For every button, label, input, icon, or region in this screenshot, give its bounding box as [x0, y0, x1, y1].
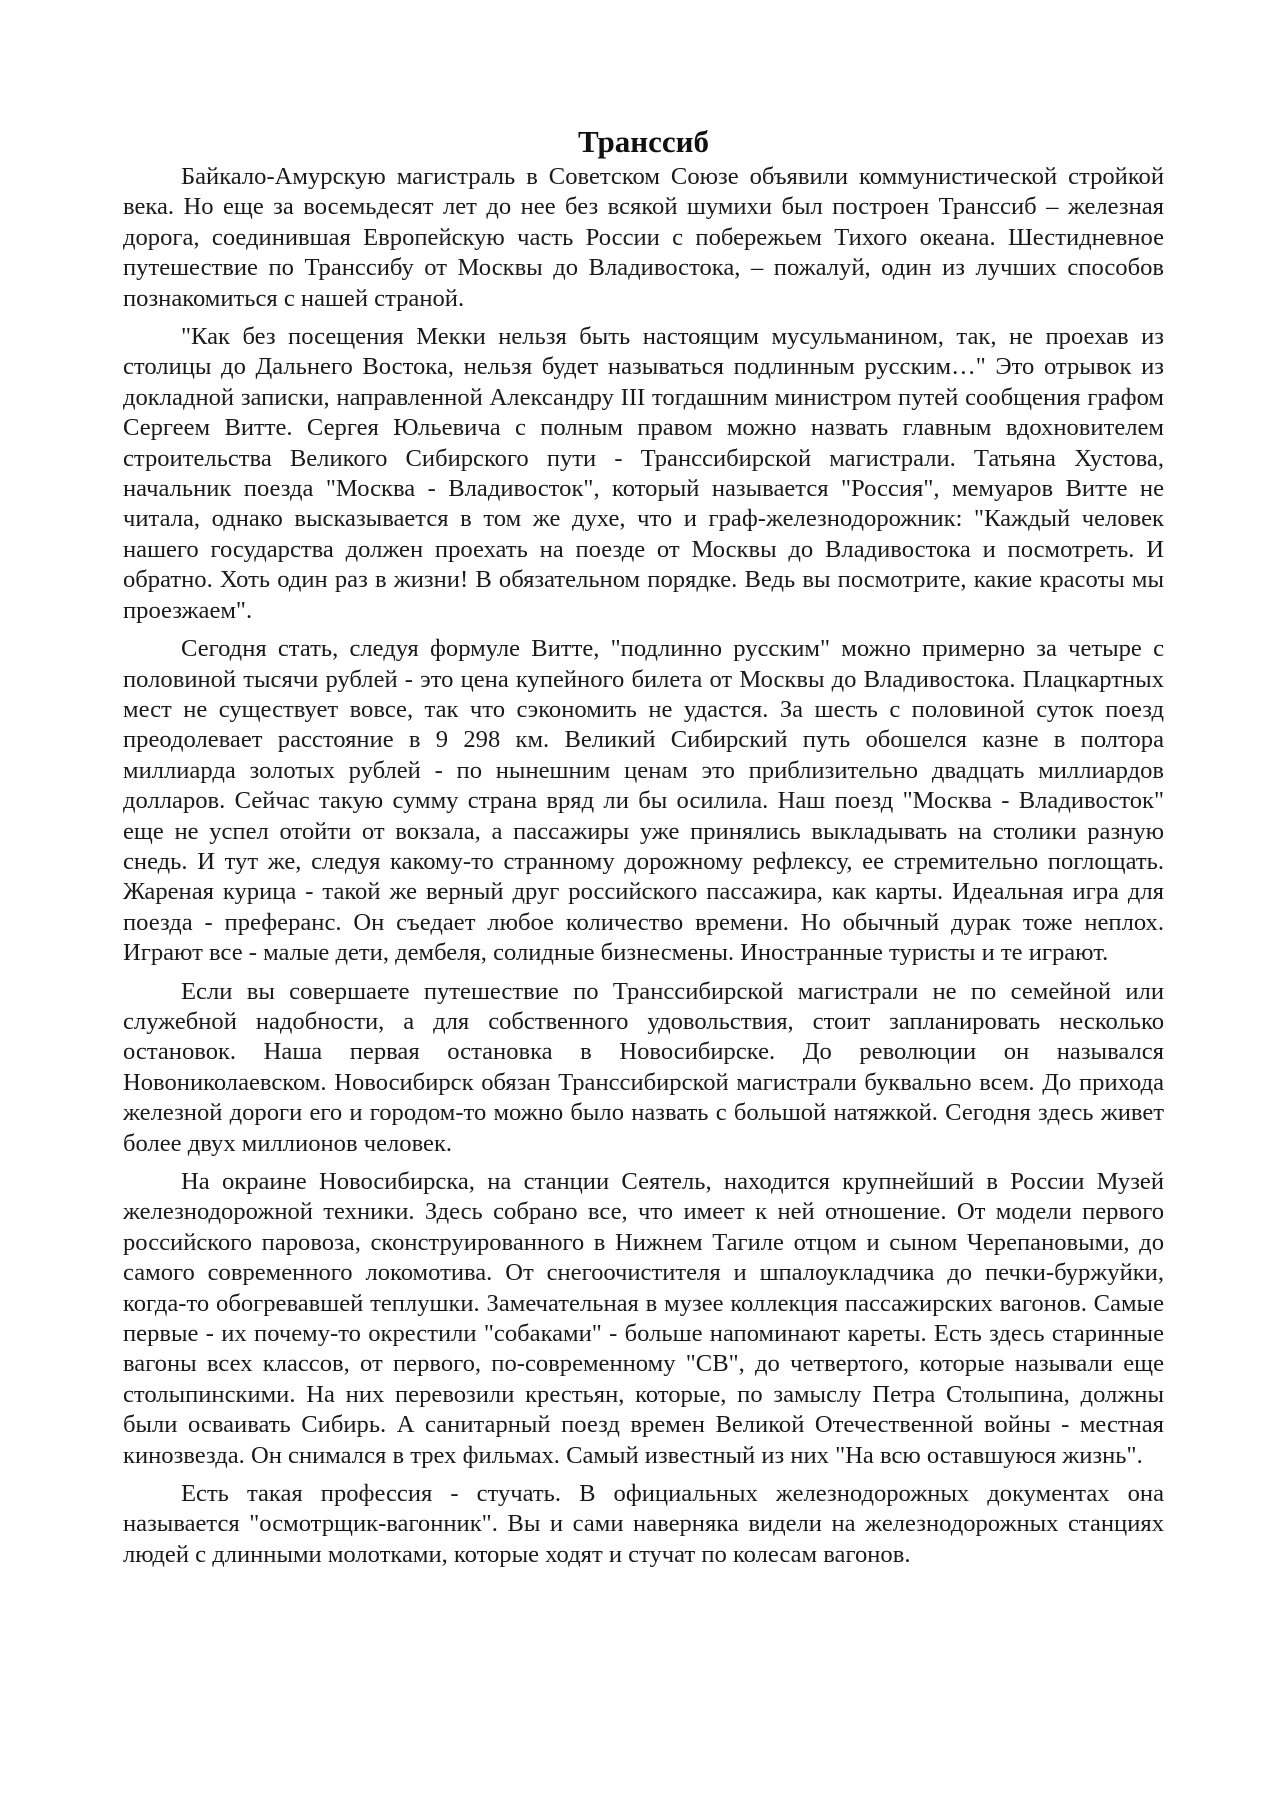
paragraph: На окраине Новосибирска, на станции Сеятель, находится крупнейший в России Музей железнодорожной техники. Здесь собрано все, что имеет к ней отношение. От модели первого российского паровоза, сконструированного в Нижнем Тагиле отцом и сыном Черепановыми, до самого современного локомотива. От снегоочистителя и шпалоукладчика до печки-буржуйки, когда-то обогревавшей теплушки. Замечательная в музее коллекция пассажирских вагонов. Самые первые - их почему-то окрестили "собаками" - больше напоминают кареты. Есть здесь старинные вагоны всех классов, от первого, по-современному "СВ", до четвертого, которые называли еще столыпинскими. На них перевозили крестьян, которые, по замыслу Петра Столыпина, должны были осваивать Сибирь. А санитарный поезд времен Великой Отечественной войны - местная кинозвезда. Он снимался в трех фильмах. Самый известный из них "На всю оставшуюся жизнь". [123, 1168, 1164, 1469]
document-body [123, 124, 1164, 1578]
paragraph: "Как без посещения Мекки нельзя быть настоящим мусульманином, так, не проехав из столицы до Дальнего Востока, нельзя будет называться подлинным русским…" Это отрывок из докладной записки, направленной Александру III тогдашним министром путей сообщения графом Сергеем Витте. Сергея Юльевича с полным правом можно назвать главным вдохновителем строительства Великого Сибирского пути - Транссибирской магистрали. Татьяна Хустова, начальник поезда "Москва - Владивосток", который называется "Россия", мемуаров Витте не читала, однако высказывается в том же духе, что и граф-железнодорожник: "Каждый человек нашего государства должен проехать на поезде от Москвы до Владивостока и посмотреть. И обратно. Хоть один раз в жизни! В обязательном порядке. Ведь вы посмотрите, какие красоты мы проезжаем". [123, 323, 1164, 624]
page-title: Транссиб [578, 124, 709, 159]
paragraph: Есть такая профессия - стучать. В официальных железнодорожных документах она называется "осмотрщик-вагонник". Вы и сами наверняка видели на железнодорожных станциях людей с длинными молотками, которые ходят и стучат по колесам вагонов. [123, 1480, 1164, 1568]
paragraph: Байкало-Амурскую магистраль в Советском Союзе объявили коммунистической стройкой века. Но еще за восемьдесят лет до нее без всякой шумихи был построен Транссиб – железная дорога, соединившая Европейскую часть России с побережьем Тихого океана. Шестидневное путешествие по Транссибу от Москвы до Владивостока, – пожалуй, один из лучших способов познакомиться с нашей страной. [123, 163, 1164, 312]
paragraph: Если вы совершаете путешествие по Транссибирской магистрали не по семейной или служебной надобности, а для собственного удовольствия, стоит запланировать несколько остановок. Наша первая остановка в Новосибирске. До революции он назывался Новониколаевском. Новосибирск обязан Транссибирской магистрали буквально всем. До прихода железной дороги его и городом-то можно было назвать с большой натяжкой. Сегодня здесь живет более двух миллионов человек. [123, 977, 1164, 1157]
paragraph: Сегодня стать, следуя формуле Витте, "подлинно русским" можно примерно за четыре с половиной тысячи рублей - это цена купейного билета от Москвы до Владивостока. Плацкартных мест не существует вовсе, так что сэкономить не удастся. За шесть с половиной суток поезд преодолевает расстояние в 9 298 км. Великий Сибирский путь обошелся казне в полтора миллиарда золотых рублей - по нынешним ценам это приблизительно двадцать миллиардов долларов. Сейчас такую сумму страна вряд ли бы осилила. Наш поезд "Москва - Владивосток" еще не успел отойти от вокзала, а пассажиры уже принялись выкладывать на столики разную снедь. И тут же, следуя какому-то странному дорожному рефлексу, ее стремительно поглощать. Жареная курица - такой же верный друг российского пассажира, как карты. Идеальная игра для поезда - преферанс. Он съедает любое количество времени. Но обычный дурак тоже неплох. Играют все - малые дети, дембеля, солидные бизнесмены. Иностранные туристы и те играют. [123, 635, 1164, 967]
